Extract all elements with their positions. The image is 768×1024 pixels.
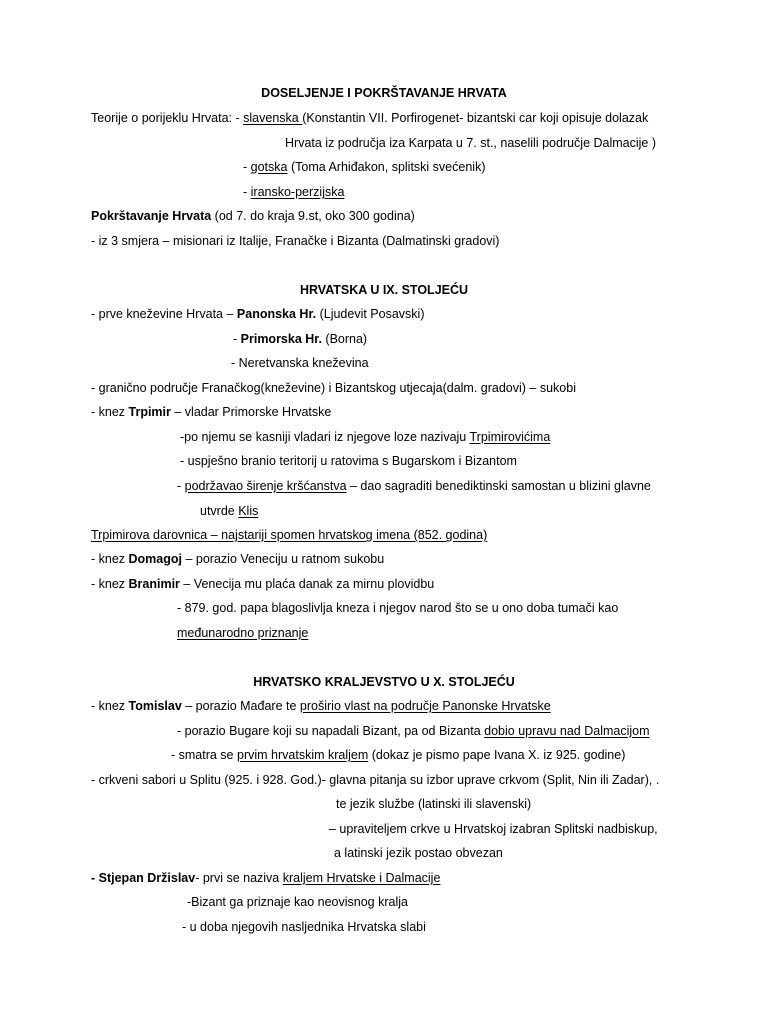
text-line: Hrvata iz područja iza Karpata u 7. st., naselili područje Dalmacije ) — [285, 136, 657, 150]
text-segment: - — [243, 160, 251, 174]
underlined-term: dobio upravu nad Dalmacijom — [484, 724, 650, 738]
bold-term: Panonska Hr. — [236, 307, 317, 321]
text-segment: – porazio Veneciju u ratnom sukobu — [182, 552, 385, 566]
text-line: - Neretvanska kneževina — [231, 356, 369, 370]
text-segment: (od 7. do kraja 9.st, oko 300 godina) — [211, 209, 415, 223]
bold-term: Primorska Hr. — [240, 332, 322, 346]
text-line: - crkveni sabori u Splitu (925. i 928. God.)- glavna pitanja su izbor uprave crkvom (Split, Nin ili Zadar), . — [91, 773, 660, 787]
text-line — [91, 698, 551, 714]
bold-term: Domagoj — [128, 552, 182, 566]
text-line — [91, 110, 648, 126]
underlined-term: prvim hrvatskim kraljem — [237, 748, 369, 762]
text-line — [91, 404, 331, 420]
text-segment: utvrde — [200, 504, 239, 518]
text-line: – upraviteljem crkve u Hrvatskoj izabran Splitski nadbiskup, — [329, 822, 658, 836]
text-segment: – Venecija mu plaća danak za mirnu plovidbu — [179, 577, 435, 591]
text-line — [243, 159, 485, 175]
underlined-term: iransko-perzijska — [250, 185, 345, 199]
text-segment: (Konstantin VII. Porfirogenet- bizantski car koji opisuje dolazak — [302, 111, 649, 125]
text-segment: – dao sagraditi benediktinski samostan u blizini glavne — [346, 479, 651, 493]
text-segment: -po njemu se kasniji vladari iz njegove loze nazivaju — [180, 430, 470, 444]
text-segment: - knez — [91, 699, 129, 713]
text-line — [180, 429, 550, 445]
text-line — [91, 870, 440, 886]
text-line: te jezik službe (latinski ili slavenski) — [336, 797, 532, 811]
text-line — [177, 723, 650, 739]
text-line: - u doba njegovih nasljednika Hrvatska slabi — [182, 920, 426, 934]
text-segment: - knez — [91, 405, 129, 419]
text-segment: - — [243, 185, 251, 199]
text-line-underlined: međunarodno priznanje — [177, 626, 309, 640]
text-segment: - knez — [91, 577, 129, 591]
text-segment: - porazio Bugare koji su napadali Bizant, pa od Bizanta — [177, 724, 485, 738]
section-heading-ix-stoljece: HRVATSKA U IX. STOLJEĆU — [299, 283, 469, 297]
text-segment: Teorije o porijeklu Hrvata: - — [91, 111, 244, 125]
text-segment: (Toma Arhiđakon, splitski svećenik) — [287, 160, 486, 174]
text-segment: - prve kneževine Hrvata – — [91, 307, 237, 321]
text-line-underlined: Trpimirova darovnica – najstariji spomen hrvatskog imena (852. godina) — [91, 528, 488, 542]
text-line: - 879. god. papa blagoslivlja kneza i njegov narod što se u ono doba tumači kao — [177, 601, 619, 615]
bold-term: Tomislav — [128, 699, 182, 713]
text-segment: - — [177, 479, 185, 493]
text-line: - granično područje Franačkog(kneževine) i Bizantskog utjecaja(dalm. gradovi) – sukobi — [91, 381, 576, 395]
text-line — [200, 503, 258, 519]
section-heading-kraljevstvo: HRVATSKO KRALJEVSTVO U X. STOLJEĆU — [253, 675, 515, 689]
text-line — [171, 747, 625, 763]
text-segment: (Ljudevit Posavski) — [316, 307, 425, 321]
bold-term: Trpimir — [128, 405, 171, 419]
underlined-term: slavenska — [243, 111, 303, 125]
bold-term: Pokrštavanje Hrvata — [91, 209, 212, 223]
underlined-term: proširio vlast na područje Panonske Hrvatske — [299, 699, 551, 713]
text-segment: - smatra se — [171, 748, 237, 762]
text-line — [91, 551, 384, 567]
text-segment: – porazio Mađare te — [181, 699, 300, 713]
underlined-term: Klis — [238, 504, 259, 518]
text-segment: - — [233, 332, 241, 346]
text-segment: – vladar Primorske Hrvatske — [170, 405, 332, 419]
section-heading-doseljenje: DOSELJENJE I POKRŠTAVANJE HRVATA — [261, 86, 507, 100]
text-line — [177, 478, 651, 494]
underlined-term: kraljem Hrvatske i Dalmacije — [282, 871, 441, 885]
bold-term: Branimir — [128, 577, 180, 591]
text-line — [91, 208, 415, 224]
text-line — [233, 331, 367, 347]
text-line: - uspješno branio teritorij u ratovima s Bugarskom i Bizantom — [180, 454, 517, 468]
text-line: -Bizant ga priznaje kao neovisnog kralja — [187, 895, 408, 909]
text-line — [91, 306, 424, 322]
underlined-term: gotska — [250, 160, 288, 174]
text-line — [243, 184, 344, 200]
text-segment: - knez — [91, 552, 129, 566]
text-line: - iz 3 smjera – misionari iz Italije, Franačke i Bizanta (Dalmatinski gradovi) — [91, 234, 500, 248]
text-segment: - prvi se naziva — [195, 871, 283, 885]
underlined-term: Trpimirovićima — [469, 430, 551, 444]
text-line — [91, 576, 434, 592]
bold-term: - Stjepan Držislav — [91, 871, 196, 885]
text-segment: (Borna) — [321, 332, 368, 346]
text-line: a latinski jezik postao obvezan — [334, 846, 503, 860]
text-segment: (dokaz je pismo pape Ivana X. iz 925. godine) — [368, 748, 626, 762]
underlined-term: podržavao širenje kršćanstva — [184, 479, 347, 493]
